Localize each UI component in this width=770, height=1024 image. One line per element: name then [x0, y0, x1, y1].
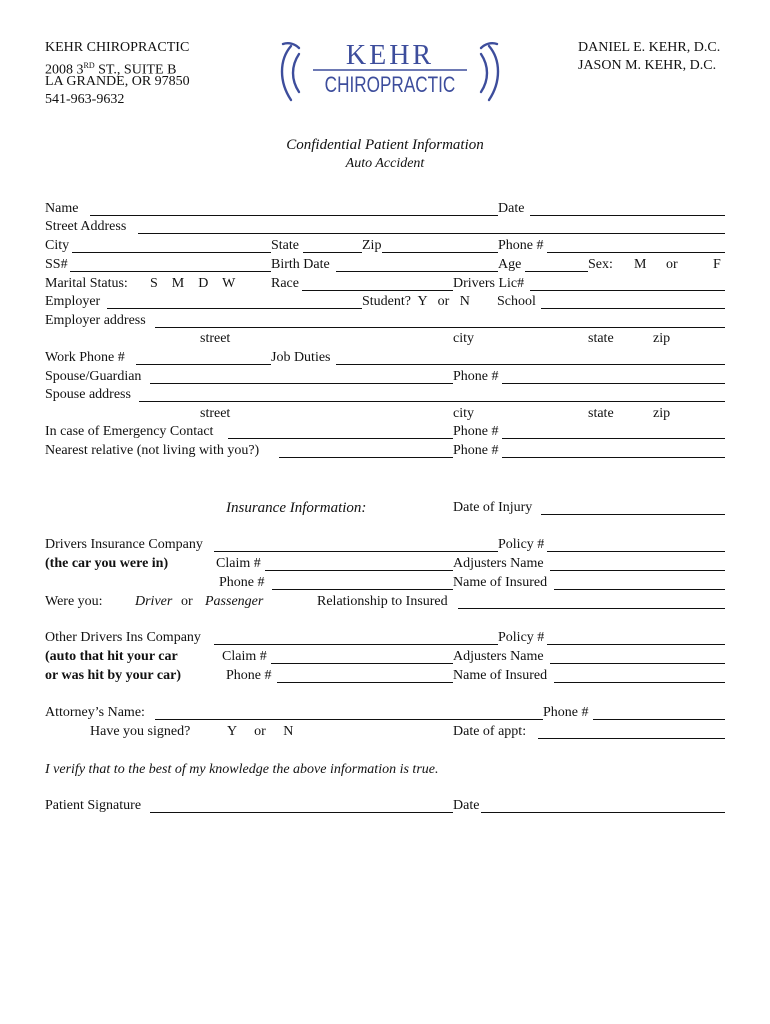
employer-city-hint: city [453, 331, 474, 346]
form-title: Confidential Patient Information [286, 137, 484, 153]
passenger-option[interactable]: Passenger [205, 594, 264, 609]
employer-zip-hint: zip [653, 331, 671, 346]
street-number: 2008 3 [45, 62, 84, 78]
spouse-street-hint: street [200, 406, 231, 421]
spouse-zip-hint: zip [653, 406, 671, 421]
other-phone-label: Phone # [226, 668, 272, 683]
other-adjusters-field[interactable] [550, 663, 725, 664]
employer-field[interactable] [107, 308, 362, 309]
relationship-label: Relationship to Insured [317, 594, 448, 609]
other-claim-label: Claim # [222, 649, 267, 664]
spouse-phone-field[interactable] [502, 383, 725, 384]
driver-option[interactable]: Driver [135, 594, 173, 609]
drivers-adjusters-field[interactable] [550, 570, 725, 571]
spouse-state-hint: state [588, 406, 614, 421]
work-phone-field[interactable] [136, 364, 271, 365]
clinic-phone: 541-963-9632 [45, 92, 125, 107]
patient-signature-label: Patient Signature [45, 798, 142, 813]
drivers-insurance-field[interactable] [214, 551, 498, 552]
relationship-field[interactable] [458, 608, 725, 609]
clinic-logo [275, 40, 505, 104]
zip-label: Zip [362, 238, 382, 253]
insurance-heading: Insurance Information: [226, 500, 367, 516]
ss-label: SS# [45, 257, 68, 272]
spouse-guardian-field[interactable] [150, 383, 453, 384]
age-label: Age [498, 257, 522, 272]
sex-label: Sex: [588, 257, 613, 272]
other-ins-company-label: Other Drivers Ins Company [45, 630, 201, 645]
logo-bottom-text: CHIROPRACTIC [324, 72, 456, 97]
street-rest: ST., SUITE B [94, 62, 177, 78]
doctor-2: JASON M. KEHR, D.C. [578, 58, 717, 73]
doctor-1: DANIEL E. KEHR, D.C. [578, 40, 721, 55]
relative-phone-label: Phone # [453, 443, 499, 458]
employer-address-label: Employer address [45, 313, 146, 328]
relative-phone-field[interactable] [502, 457, 725, 458]
spouse-guardian-label: Spouse/Guardian [45, 369, 142, 384]
emergency-contact-field[interactable] [228, 438, 453, 439]
state-label: State [271, 238, 299, 253]
other-claim-field[interactable] [271, 663, 453, 664]
drivers-ins-phone-field[interactable] [272, 589, 453, 590]
race-label: Race [271, 276, 299, 291]
employer-address-field[interactable] [155, 327, 725, 328]
school-label: School [497, 294, 536, 309]
birth-date-field[interactable] [336, 271, 498, 272]
phone-label: Phone # [498, 238, 544, 253]
drivers-name-insured-label: Name of Insured [453, 575, 548, 590]
job-duties-label: Job Duties [271, 350, 331, 365]
zip-field[interactable] [382, 252, 498, 253]
date-label: Date [498, 201, 525, 216]
other-insured-label: Name of Insured [453, 668, 548, 683]
sex-or: or [666, 257, 678, 272]
birth-date-label: Birth Date [271, 257, 330, 272]
other-phone-field[interactable] [277, 682, 453, 683]
drivers-adjusters-label: Adjusters Name [453, 556, 544, 571]
marital-options[interactable]: S M D W [150, 276, 236, 291]
driver-or: or [181, 594, 193, 609]
drivers-insurance-label: Drivers Insurance Company [45, 537, 203, 552]
spouse-city-hint: city [453, 406, 474, 421]
name-label: Name [45, 201, 79, 216]
other-policy-label: Policy # [498, 630, 545, 645]
drivers-claim-field[interactable] [265, 570, 453, 571]
signature-date-field[interactable] [481, 812, 725, 813]
employer-state-hint: state [588, 331, 614, 346]
drivers-lic-label: Drivers Lic# [453, 276, 525, 291]
date-of-injury-field[interactable] [541, 514, 725, 515]
signature-date-label: Date [453, 798, 480, 813]
auto-hit-note-2: or was hit by your car) [45, 668, 181, 683]
employer-label: Employer [45, 294, 101, 309]
drivers-lic-field[interactable] [530, 290, 725, 291]
city-label: City [45, 238, 70, 253]
city-field[interactable] [72, 252, 271, 253]
job-duties-field[interactable] [336, 364, 725, 365]
race-field[interactable] [302, 290, 453, 291]
spouse-address-label: Spouse address [45, 387, 131, 402]
attorney-name-field[interactable] [155, 719, 543, 720]
phone-field[interactable] [547, 252, 725, 253]
student-question[interactable]: Student? Y or N [362, 294, 470, 309]
emergency-phone-field[interactable] [502, 438, 725, 439]
date-of-appt-field[interactable] [538, 738, 725, 739]
have-you-signed-label: Have you signed? [90, 724, 191, 739]
drivers-claim-label: Claim # [216, 556, 261, 571]
employer-street-hint: street [200, 331, 231, 346]
were-you-label: Were you: [45, 594, 103, 609]
drivers-name-insured-field[interactable] [554, 589, 725, 590]
auto-hit-note-1: (auto that hit your car [45, 649, 178, 664]
other-adjusters-label: Adjusters Name [453, 649, 544, 664]
spouse-address-field[interactable] [139, 401, 725, 402]
car-you-were-in-note: (the car you were in) [45, 556, 169, 571]
emergency-phone-label: Phone # [453, 424, 499, 439]
date-of-appt-label: Date of appt: [453, 724, 527, 739]
emergency-contact-label: In case of Emergency Contact [45, 424, 214, 439]
attorney-phone-field[interactable] [593, 719, 725, 720]
other-policy-field[interactable] [547, 644, 725, 645]
nearest-relative-field[interactable] [279, 457, 453, 458]
spouse-phone-label: Phone # [453, 369, 499, 384]
sex-f-option[interactable]: F [713, 257, 721, 272]
street-address-field[interactable] [138, 233, 725, 234]
clinic-name: KEHR CHIROPRACTIC [45, 40, 190, 55]
work-phone-label: Work Phone # [45, 350, 125, 365]
state-field[interactable] [303, 252, 362, 253]
attorney-phone-label: Phone # [543, 705, 589, 720]
patient-signature-field[interactable] [150, 812, 453, 813]
form-subtitle: Auto Accident [345, 156, 425, 171]
other-ins-company-field[interactable] [214, 644, 498, 645]
ss-field[interactable] [70, 271, 271, 272]
drivers-ins-phone-label: Phone # [219, 575, 265, 590]
drivers-policy-field[interactable] [547, 551, 725, 552]
street-sup: RD [83, 61, 95, 70]
clinic-city: LA GRANDE, OR 97850 [45, 74, 190, 89]
drivers-policy-label: Policy # [498, 537, 545, 552]
nearest-relative-label: Nearest relative (not living with you?) [45, 443, 260, 458]
attorney-name-label: Attorney’s Name: [45, 705, 145, 720]
date-field[interactable] [530, 215, 725, 216]
signed-options[interactable]: Y or N [227, 724, 294, 739]
street-address-label: Street Address [45, 219, 127, 234]
other-insured-field[interactable] [554, 682, 725, 683]
date-of-injury-label: Date of Injury [453, 500, 533, 515]
name-field[interactable] [90, 215, 498, 216]
age-field[interactable] [525, 271, 588, 272]
logo-top-text: KEHR [345, 40, 435, 71]
marital-status-label: Marital Status: [45, 276, 128, 291]
sex-m-option[interactable]: M [634, 257, 647, 272]
school-field[interactable] [541, 308, 725, 309]
verification-statement: I verify that to the best of my knowledge the above information is true. [45, 762, 439, 777]
